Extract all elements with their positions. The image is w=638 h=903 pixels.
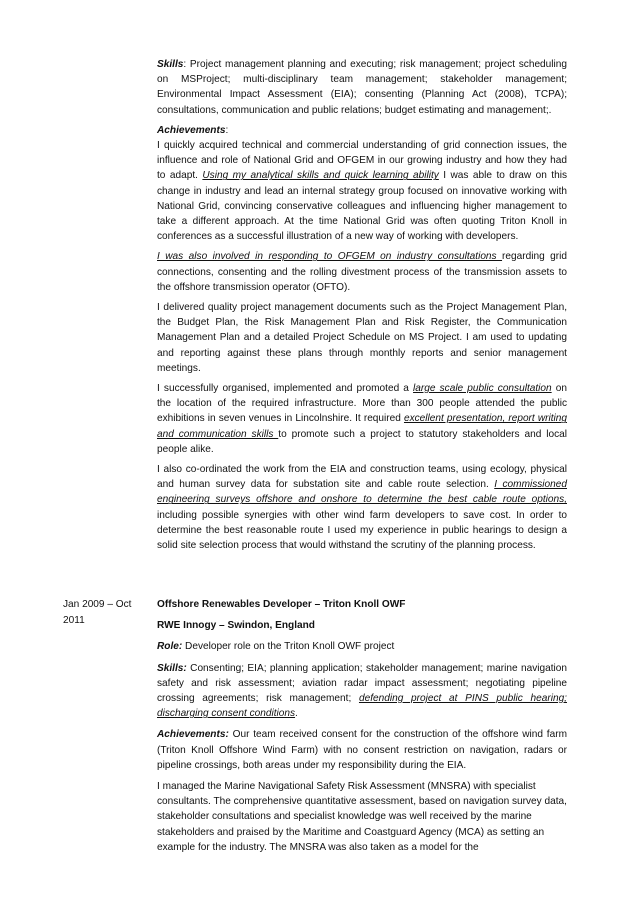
achievement-grid-connection: I quickly acquired technical and commercial understanding of grid connection issues, the influence and role of National Grid and OFGEM in our growing industry and how they had to adapt. Using my analytical skills and quick learning ability I was able to draw on this change in industry and lead an internal strategy group focused on innovative working with National Grid, convincing conservative colleagues and influencing higher management to take a different approach. At the time National Grid was often quoting Triton Knoll in conferences as a successful illustration of a new way of working with developers. [157, 140, 568, 243]
achievement-public-consultation: I successfully organised, implemented and promoted a large scale public consultation on the location of the required infrastructure. More than 300 people attended the public exhibitions in seven venues in Lincolnshire. It required excellent presentation, report writing and communication skills to promote such a project to statutory stakeholders and local people alike. [157, 383, 567, 455]
skills-paragraph [157, 57, 567, 118]
job-role: Role: Developer role on the Triton Knoll OWF project [157, 641, 395, 653]
achievement-ofgem: I was also involved in responding to OFGEM on industry consultations regarding grid connections, consenting and the rolling divestment process of the transmission assets to the offshore transmission operator (OFTO). [157, 251, 567, 293]
skills-text: : Project management planning and executing; risk management; project scheduling on MSProject; multi-disciplinary team management; stakeholder management; Environmental Impact Assessment (EIA); consenting (Planning Act (2008), TCPA); consultations, communication and public relations; budget estimating and management;. [157, 59, 567, 116]
job-entry [157, 597, 567, 861]
achievements-heading: Achievements: [157, 124, 229, 136]
achievement-eia-coordination: I also co-ordinated the work from the EIA and construction teams, using ecology, physical and human survey data for substation site and cable route selection. I commissioned engineering surveys offshore and onshore to determine the best cable route options, including possible synergies with other wind farm developers to save cost. In order to determine the best reasonable route I used my experience in public hearings to design a solid site selection process that would withstand the scrutiny of the planning process. [157, 464, 568, 552]
achievements-label: Achievements [157, 124, 226, 136]
job-dates: Jan 2009 – Oct 2011 [63, 599, 132, 626]
job-skills: Skills: Consenting; EIA; planning application; stakeholder management; marine navigation safety and risk assessment; aviation radar impact assessment; negotiating pipeline crossing agreements; risk management; defending project at PINS public hearing; discharging consent conditions. [157, 662, 567, 720]
section-body [157, 57, 567, 558]
job-employer: RWE Innogy – Swindon, England [157, 620, 315, 632]
achievement-pm-documents: I delivered quality project management documents such as the Project Management Plan, the Budget Plan, the Risk Management Plan and Risk Register, the Communication Management Plan and a detailed Project Schedule on MS Project. I am used to updating and reporting against these plans through monthly reports and senior management meetings. [157, 302, 567, 374]
job-achievements: Achievements: Our team received consent for the construction of the offshore wind farm (Triton Knoll Offshore Wind Farm) with no consent restriction on navigation, radars or pipeline crossings, both areas under my responsibility during the EIA. [157, 729, 567, 771]
skills-label: Skills [157, 59, 184, 70]
job-mnsra: I managed the Marine Navigational Safety Risk Assessment (MNSRA) with specialist consultants. The comprehensive quantitative assessment, based on navigation survey data, stakeholder consultations and specialist knowledge was well received by the marine stakeholders and praised by the Maritime and Coastguard Agency (MCA) as setting an example for the industry. The MNSRA was also taken as a model for the [157, 781, 567, 853]
job-title: Offshore Renewables Developer – Triton Knoll OWF [157, 599, 406, 610]
